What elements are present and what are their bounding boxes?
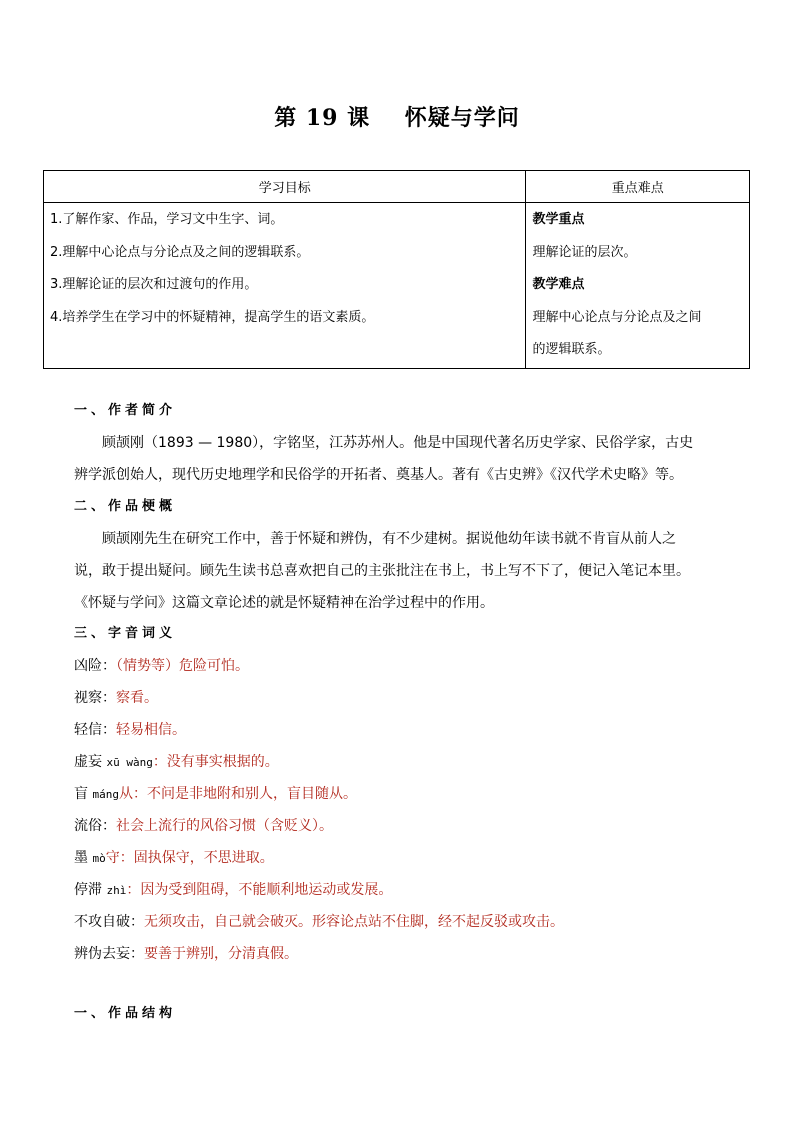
vocab-definition: 社会上流行的风俗习惯（含贬义）。 xyxy=(116,818,333,834)
vocab-definition: 察看。 xyxy=(116,690,158,706)
focus-text: 理解论证的层次。 xyxy=(532,244,637,260)
table-header-objectives: 学习目标 xyxy=(44,171,526,203)
vocab-term: 轻信： xyxy=(74,722,116,738)
vocab-definition: 无须攻击，自己就会破灭。形容论点站不住脚，经不起反驳或攻击。 xyxy=(144,914,564,930)
objectives-cell xyxy=(44,203,526,369)
table-body-row xyxy=(44,203,750,369)
difficulty-text-line: 理解中心论点与分论点及之间 xyxy=(532,309,702,325)
objectives-table xyxy=(43,170,750,369)
difficulty-text-line: 的逻辑联系。 xyxy=(532,342,611,357)
table-header-row xyxy=(44,171,750,203)
vocab-item xyxy=(74,714,754,746)
vocab-term: 停滞 xyxy=(74,882,107,898)
vocab-item xyxy=(74,906,754,938)
paragraph-line: 顾颉刚先生在研究工作中，善于怀疑和辨伪，有不少建树。据说他幼年读书就不肯盲从前人之 xyxy=(102,531,676,547)
section-heading: 一、作者简介 xyxy=(74,403,177,418)
vocab-definition: ：没有事实根据的。 xyxy=(152,754,279,770)
vocab-definition: ：因为受到阻碍，不能顺利地运动或发展。 xyxy=(126,882,393,898)
section-heading: 二、作品梗概 xyxy=(74,499,177,514)
vocab-term: 不攻自破： xyxy=(74,914,144,930)
vocab-definition: 从：不问是非地附和别人，盲目随从。 xyxy=(118,786,357,802)
vocab-item xyxy=(74,874,754,906)
vocab-item xyxy=(74,938,754,970)
structure-section xyxy=(74,998,754,1030)
vocab-pinyin: máng xyxy=(92,788,119,801)
vocab-item xyxy=(74,682,754,714)
paragraph-line: 辨学派创始人，现代历史地理学和民俗学的开拓者、奠基人。著有《古史辨》《汉代学术史略》等。 xyxy=(74,467,683,483)
page-title: 第 19 课 怀疑与学问 xyxy=(274,105,520,131)
vocab-definition: 守：固执保守，不思进取。 xyxy=(105,850,274,866)
vocab-term: 盲 xyxy=(74,786,93,802)
vocab-term: 凶险： xyxy=(74,658,116,674)
table-header-focus: 重点难点 xyxy=(526,171,750,203)
vocab-pinyin: zhì xyxy=(106,884,127,897)
author-section xyxy=(74,395,754,491)
overview-paragraph xyxy=(74,523,754,619)
vocab-section xyxy=(74,618,754,970)
section-heading: 三、字音词义 xyxy=(74,626,177,641)
vocab-definition: （情势等）危险可怕。 xyxy=(116,658,249,674)
overview-section xyxy=(74,491,754,619)
objective-item: 4.培养学生在学习中的怀疑精神，提高学生的语文素质。 xyxy=(50,309,375,325)
difficulty-title: 教学难点 xyxy=(532,277,585,292)
vocab-term: 视察： xyxy=(74,690,116,706)
vocab-term: 墨 xyxy=(74,850,93,866)
vocab-item xyxy=(74,650,754,682)
vocab-item xyxy=(74,746,754,778)
vocab-item xyxy=(74,810,754,842)
vocab-item xyxy=(74,842,754,874)
vocab-term: 辨伪去妄： xyxy=(74,946,144,962)
vocab-term: 流俗： xyxy=(74,818,116,834)
vocab-item xyxy=(74,778,754,810)
focus-cell xyxy=(526,203,750,369)
paragraph-line: 《怀疑与学问》这篇文章论述的就是怀疑精神在治学过程中的作用。 xyxy=(74,595,494,611)
vocab-definition: 轻易相信。 xyxy=(116,722,186,738)
vocab-definition: 要善于辨别，分清真假。 xyxy=(144,946,298,962)
objective-item: 3.理解论证的层次和过渡句的作用。 xyxy=(50,277,258,292)
objective-item: 1.了解作家、作品，学习文中生字、词。 xyxy=(50,212,284,227)
vocab-pinyin: mò xyxy=(92,852,106,865)
paragraph-line: 说，敢于提出疑问。顾先生读书总喜欢把自己的主张批注在书上，书上写不下了，便记入笔记本里。 xyxy=(74,563,690,579)
focus-title: 教学重点 xyxy=(532,212,585,227)
vocab-pinyin: xū wàng xyxy=(106,756,153,769)
paragraph-line: 顾颉刚（1893 — 1980），字铭坚，江苏苏州人。他是中国现代著名历史学家、民俗学家，古史 xyxy=(102,435,694,451)
vocab-term: 虚妄 xyxy=(74,754,107,770)
section-heading: 一、作品结构 xyxy=(74,1006,177,1021)
objective-item: 2.理解中心论点与分论点及之间的逻辑联系。 xyxy=(50,244,310,260)
author-paragraph xyxy=(74,427,754,491)
